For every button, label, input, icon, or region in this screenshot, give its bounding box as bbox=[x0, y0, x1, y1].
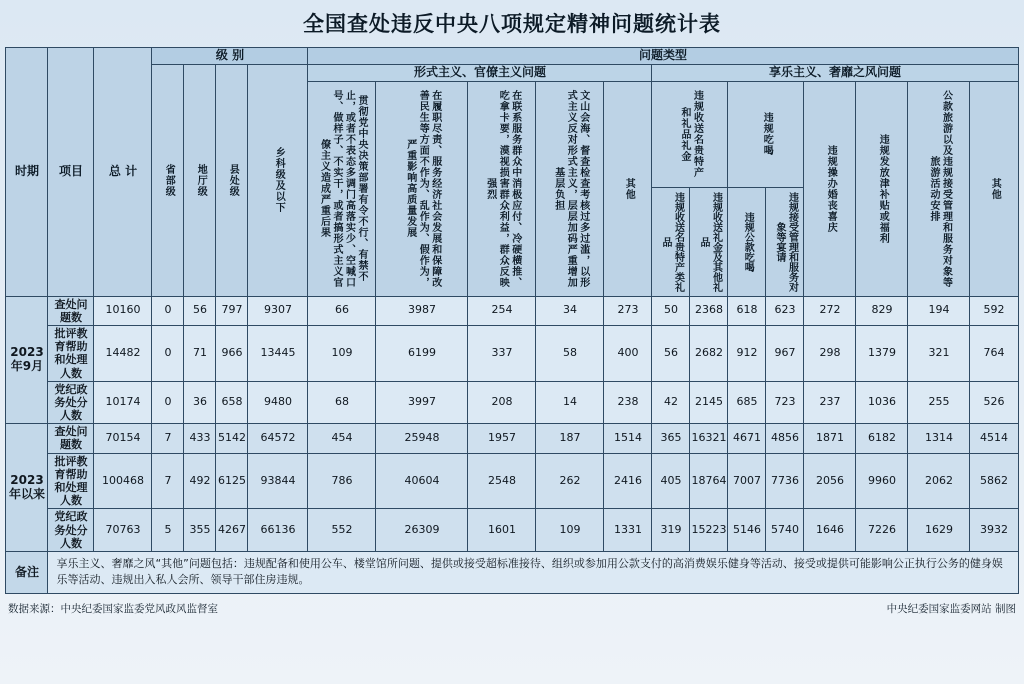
row-level-0: 7 bbox=[152, 424, 184, 453]
row-formalism-1: 40604 bbox=[376, 453, 468, 509]
row-formalism-2: 1601 bbox=[468, 509, 536, 552]
row-wedding: 2056 bbox=[804, 453, 856, 509]
header-formalism-col-4: 文山会海、督查检查考核过多过滥，以形式主义反对形式主义，层层加码严重增加基层负担 bbox=[536, 81, 604, 296]
row-formalism-1: 6199 bbox=[376, 325, 468, 381]
row-gift-0: 319 bbox=[652, 509, 690, 552]
row-formalism-0: 552 bbox=[308, 509, 376, 552]
row-hedonism-other: 526 bbox=[970, 381, 1018, 424]
row-formalism-other: 238 bbox=[604, 381, 652, 424]
row-allowance: 1379 bbox=[856, 325, 908, 381]
row-gift-1: 2682 bbox=[690, 325, 728, 381]
header-eat-sub-1: 违规公款吃喝 bbox=[728, 187, 766, 296]
row-wedding: 1871 bbox=[804, 424, 856, 453]
row-level-1: 355 bbox=[184, 509, 216, 552]
row-allowance: 9960 bbox=[856, 453, 908, 509]
header-hedonism-wedding: 违规操办婚丧喜庆 bbox=[804, 81, 856, 296]
row-wedding: 272 bbox=[804, 296, 856, 325]
table-row bbox=[6, 296, 1018, 325]
header-formalism-group: 形式主义、官僚主义问题 bbox=[308, 64, 652, 81]
header-level-xianchu: 县处级 bbox=[216, 64, 248, 296]
header-level-group: 级 别 bbox=[152, 48, 308, 65]
row-total: 10174 bbox=[94, 381, 152, 424]
row-level-2: 4267 bbox=[216, 509, 248, 552]
row-level-3: 9480 bbox=[248, 381, 308, 424]
header-hedonism-allowance: 违规发放津补贴或福利 bbox=[856, 81, 908, 296]
row-item: 批评教育帮助和处理人数 bbox=[48, 325, 94, 381]
row-eat-1: 5740 bbox=[766, 509, 804, 552]
row-gift-0: 365 bbox=[652, 424, 690, 453]
header-formalism-col-2: 在履职尽责、服务经济社会发展和保障改善民生等方面不作为、乱作为、假作为，严重影响高质量发展 bbox=[376, 81, 468, 296]
row-gift-1: 2368 bbox=[690, 296, 728, 325]
row-item: 党纪政务处分人数 bbox=[48, 381, 94, 424]
row-level-3: 13445 bbox=[248, 325, 308, 381]
row-formalism-2: 1957 bbox=[468, 424, 536, 453]
row-formalism-3: 34 bbox=[536, 296, 604, 325]
row-level-2: 797 bbox=[216, 296, 248, 325]
row-eat-0: 7007 bbox=[728, 453, 766, 509]
row-formalism-2: 2548 bbox=[468, 453, 536, 509]
row-travel: 1629 bbox=[908, 509, 970, 552]
row-eat-0: 685 bbox=[728, 381, 766, 424]
row-hedonism-other: 764 bbox=[970, 325, 1018, 381]
header-hedonism-travel: 公款旅游以及违规接受管理和服务对象等旅游活动安排 bbox=[908, 81, 970, 296]
header-formalism-col-3: 在联系服务群众中消极应付、冷硬横推、吃拿卡要，漠视损害群众利益，群众反映强烈 bbox=[468, 81, 536, 296]
row-formalism-1: 26309 bbox=[376, 509, 468, 552]
row-eat-1: 7736 bbox=[766, 453, 804, 509]
row-level-0: 0 bbox=[152, 325, 184, 381]
row-wedding: 1646 bbox=[804, 509, 856, 552]
data-source: 数据来源：中央纪委国家监委党风政风监督室 bbox=[8, 602, 218, 615]
row-total: 70763 bbox=[94, 509, 152, 552]
row-formalism-other: 2416 bbox=[604, 453, 652, 509]
row-level-2: 6125 bbox=[216, 453, 248, 509]
row-formalism-other: 1331 bbox=[604, 509, 652, 552]
table-row bbox=[6, 424, 1018, 453]
row-level-0: 7 bbox=[152, 453, 184, 509]
row-allowance: 1036 bbox=[856, 381, 908, 424]
row-level-0: 5 bbox=[152, 509, 184, 552]
row-level-3: 93844 bbox=[248, 453, 308, 509]
row-allowance: 7226 bbox=[856, 509, 908, 552]
row-gift-0: 405 bbox=[652, 453, 690, 509]
header-hedonism-other: 其他 bbox=[970, 81, 1018, 296]
row-formalism-3: 58 bbox=[536, 325, 604, 381]
row-gift-0: 50 bbox=[652, 296, 690, 325]
row-eat-0: 5146 bbox=[728, 509, 766, 552]
row-formalism-other: 273 bbox=[604, 296, 652, 325]
header-hedonism-group: 享乐主义、奢靡之风问题 bbox=[652, 64, 1018, 81]
row-wedding: 237 bbox=[804, 381, 856, 424]
row-eat-1: 967 bbox=[766, 325, 804, 381]
row-formalism-3: 14 bbox=[536, 381, 604, 424]
row-hedonism-other: 5862 bbox=[970, 453, 1018, 509]
row-formalism-0: 68 bbox=[308, 381, 376, 424]
row-allowance: 6182 bbox=[856, 424, 908, 453]
row-formalism-3: 262 bbox=[536, 453, 604, 509]
table-row bbox=[6, 381, 1018, 424]
row-formalism-2: 254 bbox=[468, 296, 536, 325]
row-eat-1: 4856 bbox=[766, 424, 804, 453]
page-title: 全国查处违反中央八项规定精神问题统计表 bbox=[303, 12, 721, 36]
row-eat-1: 623 bbox=[766, 296, 804, 325]
remark-row bbox=[6, 551, 1018, 593]
statistics-table bbox=[5, 47, 1018, 594]
row-formalism-0: 454 bbox=[308, 424, 376, 453]
table-row bbox=[6, 509, 1018, 552]
row-wedding: 298 bbox=[804, 325, 856, 381]
header-hedonism-gift: 违规收送名贵特产和礼品礼金 bbox=[652, 81, 728, 187]
header-gift-sub-1: 违规收送名贵特产类礼品 bbox=[652, 187, 690, 296]
row-formalism-3: 187 bbox=[536, 424, 604, 453]
row-eat-1: 723 bbox=[766, 381, 804, 424]
row-hedonism-other: 3932 bbox=[970, 509, 1018, 552]
remark-label: 备注 bbox=[6, 551, 48, 593]
row-level-1: 71 bbox=[184, 325, 216, 381]
row-eat-0: 618 bbox=[728, 296, 766, 325]
row-level-3: 64572 bbox=[248, 424, 308, 453]
row-formalism-2: 337 bbox=[468, 325, 536, 381]
row-formalism-other: 1514 bbox=[604, 424, 652, 453]
row-gift-0: 56 bbox=[652, 325, 690, 381]
header-period: 时期 bbox=[6, 48, 48, 297]
row-travel: 2062 bbox=[908, 453, 970, 509]
row-level-3: 9307 bbox=[248, 296, 308, 325]
remark-text: 享乐主义、奢靡之风“其他”问题包括：违规配备和使用公车、楼堂馆所问题、提供或接受超标准接待、组织或参加用公款支付的高消费娱乐健身等活动、接受或提供可能影响公正执行公务的健身娱乐等活动、违规出入私人会所、领导干部住房违规。 bbox=[48, 551, 1018, 593]
row-travel: 255 bbox=[908, 381, 970, 424]
table-body bbox=[6, 296, 1018, 551]
header-gift-sub-2: 违规收送礼金及其他礼品 bbox=[690, 187, 728, 296]
row-gift-1: 18764 bbox=[690, 453, 728, 509]
header-row-1 bbox=[6, 48, 1018, 65]
row-hedonism-other: 592 bbox=[970, 296, 1018, 325]
row-gift-1: 15223 bbox=[690, 509, 728, 552]
row-level-2: 5142 bbox=[216, 424, 248, 453]
row-level-1: 433 bbox=[184, 424, 216, 453]
row-formalism-3: 109 bbox=[536, 509, 604, 552]
row-formalism-0: 786 bbox=[308, 453, 376, 509]
row-level-2: 966 bbox=[216, 325, 248, 381]
table-row bbox=[6, 453, 1018, 509]
row-level-1: 36 bbox=[184, 381, 216, 424]
row-item: 党纪政务处分人数 bbox=[48, 509, 94, 552]
row-travel: 321 bbox=[908, 325, 970, 381]
row-formalism-1: 3997 bbox=[376, 381, 468, 424]
row-gift-0: 42 bbox=[652, 381, 690, 424]
header-row-2 bbox=[6, 64, 1018, 81]
footer bbox=[8, 598, 1016, 616]
row-travel: 1314 bbox=[908, 424, 970, 453]
header-problem-type-group: 问题类型 bbox=[308, 48, 1018, 65]
table-row bbox=[6, 325, 1018, 381]
row-period: 2023年以来 bbox=[6, 424, 48, 552]
row-formalism-1: 25948 bbox=[376, 424, 468, 453]
row-eat-0: 4671 bbox=[728, 424, 766, 453]
header-eat-sub-2: 违规接受管理和服务对象等宴请 bbox=[766, 187, 804, 296]
row-eat-0: 912 bbox=[728, 325, 766, 381]
credit: 中央纪委国家监委网站 制图 bbox=[886, 602, 1016, 615]
row-item: 查处问题数 bbox=[48, 296, 94, 325]
row-level-0: 0 bbox=[152, 381, 184, 424]
row-level-1: 492 bbox=[184, 453, 216, 509]
row-gift-1: 2145 bbox=[690, 381, 728, 424]
row-formalism-other: 400 bbox=[604, 325, 652, 381]
table-foot bbox=[6, 551, 1018, 593]
row-level-1: 56 bbox=[184, 296, 216, 325]
row-period: 2023年9月 bbox=[6, 296, 48, 424]
row-item: 批评教育帮助和处理人数 bbox=[48, 453, 94, 509]
row-hedonism-other: 4514 bbox=[970, 424, 1018, 453]
row-travel: 194 bbox=[908, 296, 970, 325]
row-formalism-0: 109 bbox=[308, 325, 376, 381]
table-head bbox=[6, 48, 1018, 297]
row-total: 70154 bbox=[94, 424, 152, 453]
row-formalism-0: 66 bbox=[308, 296, 376, 325]
row-total: 14482 bbox=[94, 325, 152, 381]
row-total: 10160 bbox=[94, 296, 152, 325]
row-gift-1: 16321 bbox=[690, 424, 728, 453]
row-formalism-1: 3987 bbox=[376, 296, 468, 325]
header-item: 项目 bbox=[48, 48, 94, 297]
row-allowance: 829 bbox=[856, 296, 908, 325]
header-level-sheng: 省部级 bbox=[152, 64, 184, 296]
header-level-xiangke: 乡科级及以下 bbox=[248, 64, 308, 296]
header-formalism-other: 其他 bbox=[604, 81, 652, 296]
row-level-0: 0 bbox=[152, 296, 184, 325]
header-hedonism-eat: 违规吃喝 bbox=[728, 81, 804, 187]
header-total: 总 计 bbox=[94, 48, 152, 297]
header-formalism-col-1: 贯彻党中央决策部署有令不行、有禁不止，或者不表态多调门高落实少、空喊口号、做样子、不实干，或者搞形式主义官僚主义造成严重后果 bbox=[308, 81, 376, 296]
row-level-2: 658 bbox=[216, 381, 248, 424]
row-total: 100468 bbox=[94, 453, 152, 509]
row-item: 查处问题数 bbox=[48, 424, 94, 453]
row-level-3: 66136 bbox=[248, 509, 308, 552]
header-level-diting: 地厅级 bbox=[184, 64, 216, 296]
row-formalism-2: 208 bbox=[468, 381, 536, 424]
